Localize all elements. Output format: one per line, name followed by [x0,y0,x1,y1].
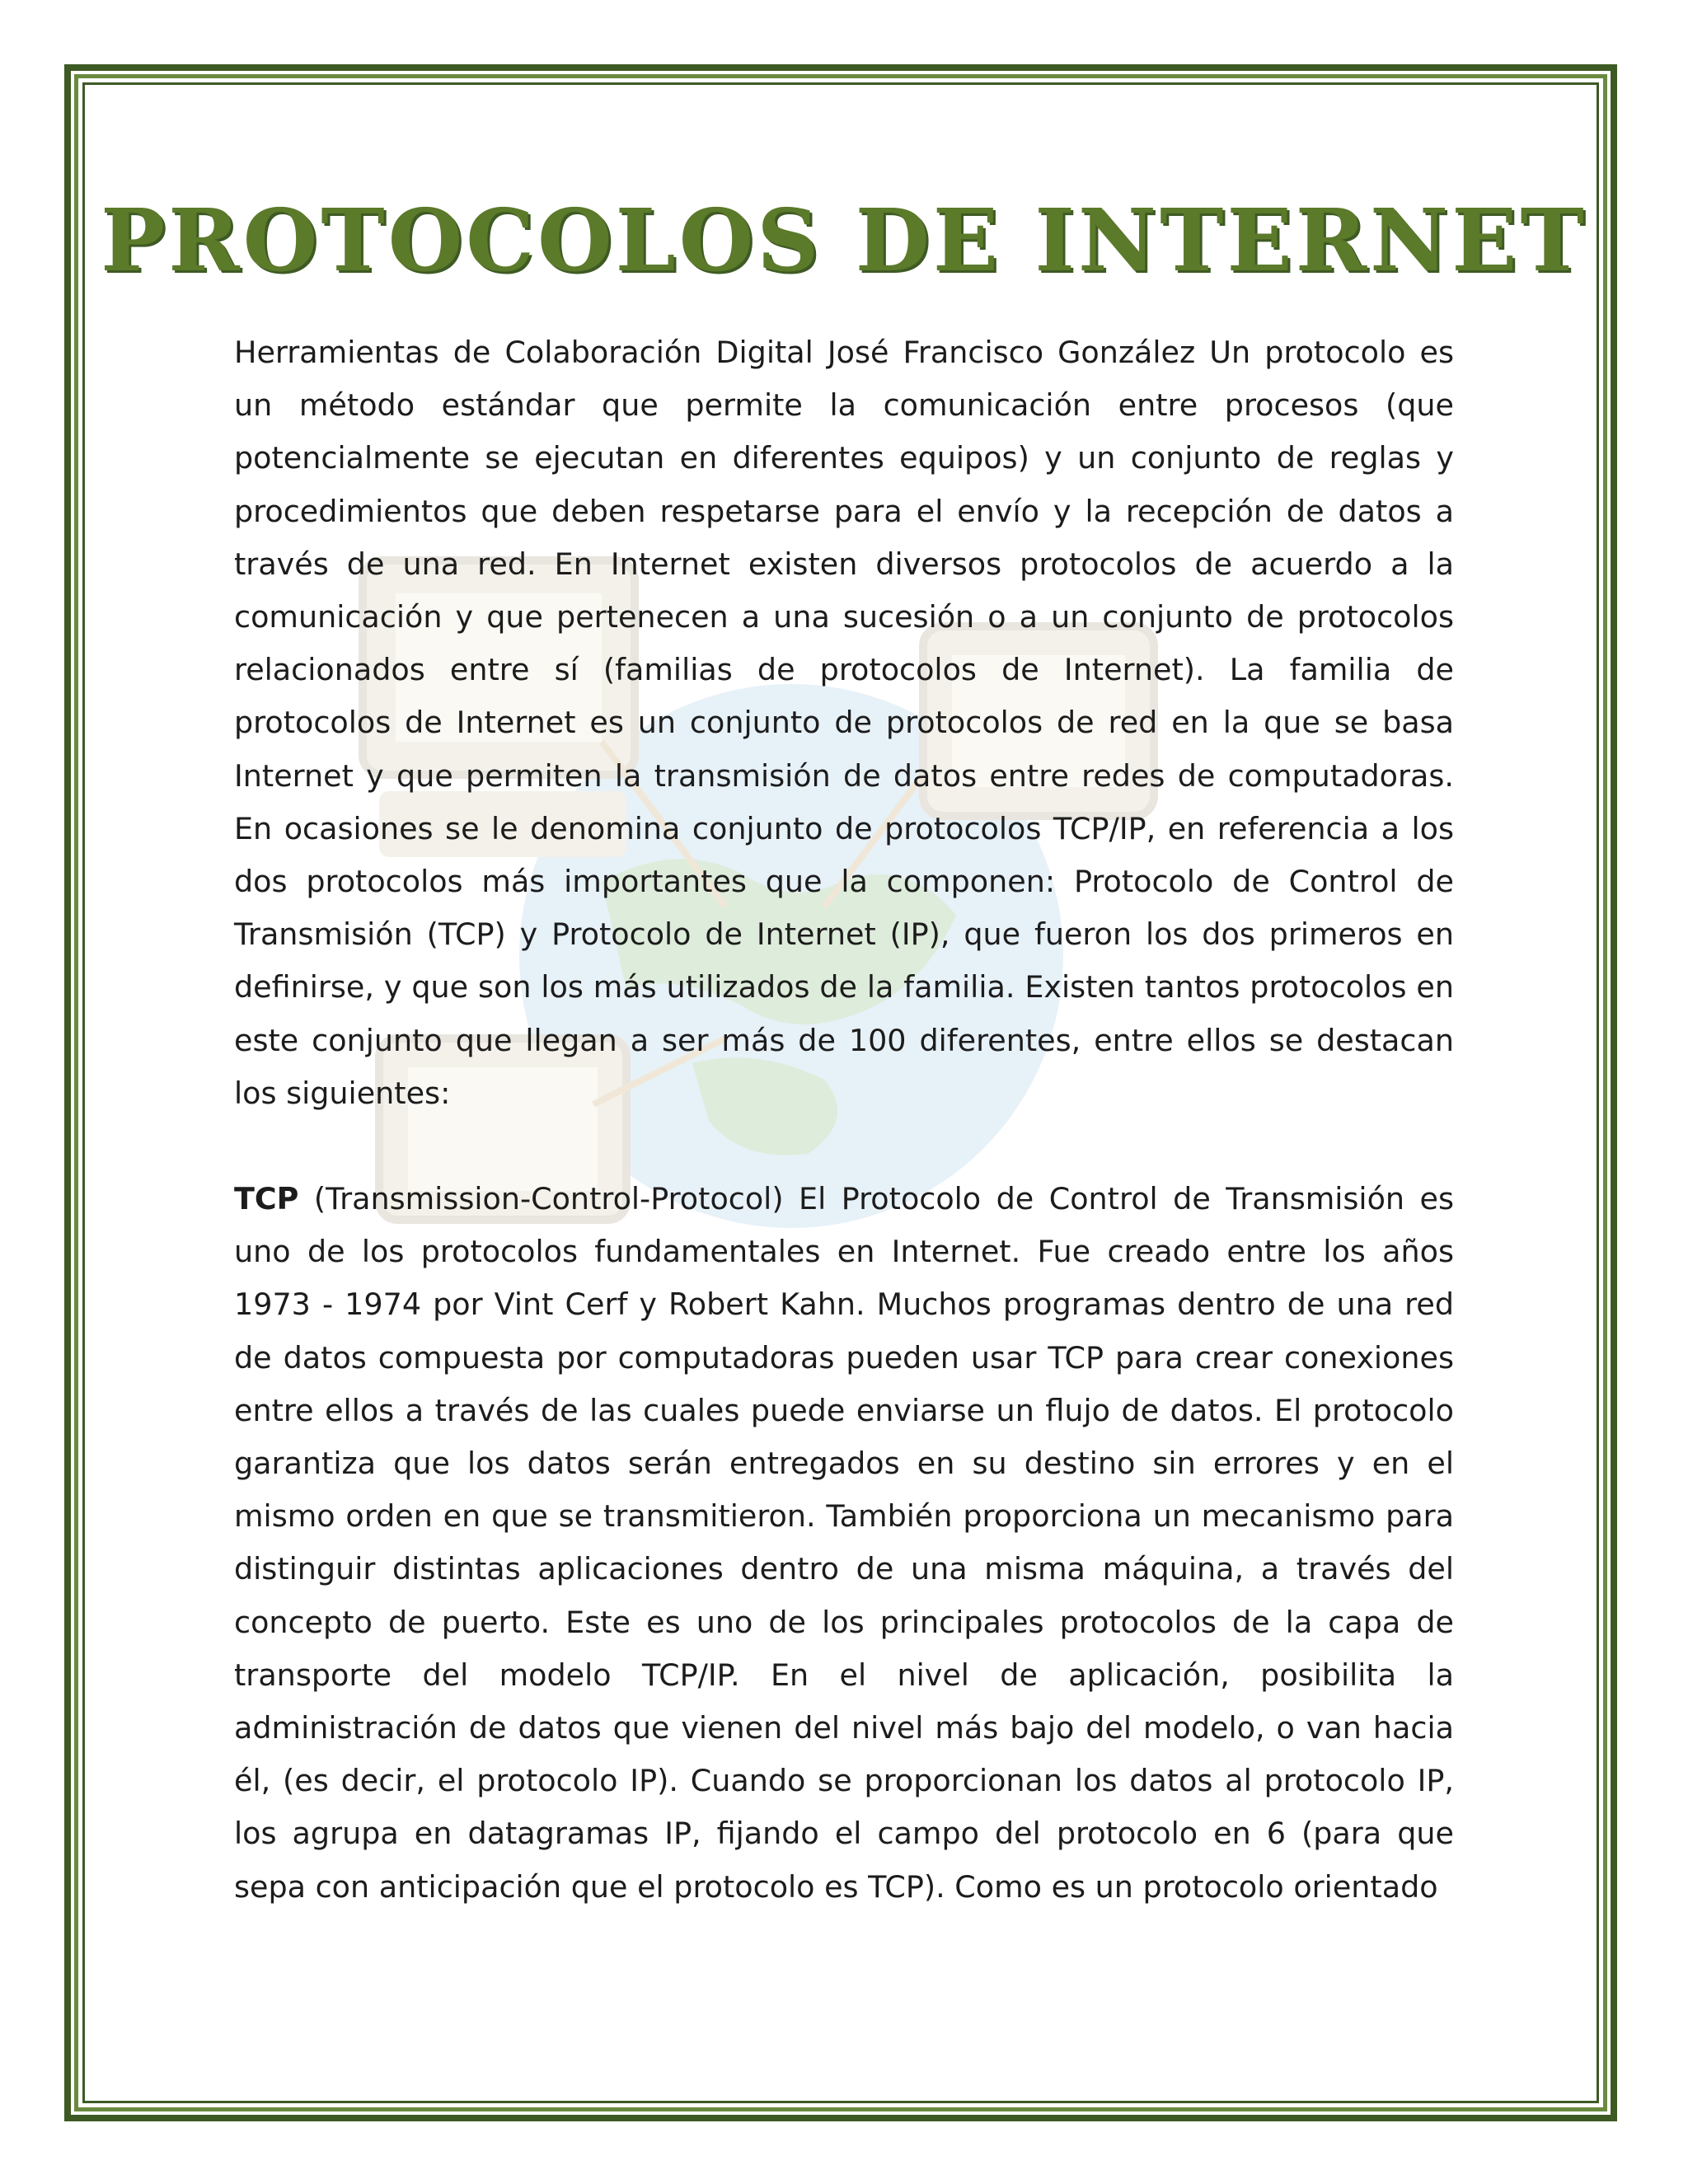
intro-paragraph: Herramientas de Colaboración Digital José Francisco González Un protocolo es un método estándar que permite la comunicación entre procesos (que potencialmente se ejecutan en diferentes equipos) y un conjunto de reglas y procedimientos que deben respetarse para el envío y la recepción de datos a través de una red. En Internet existen diversos protocolos de acuerdo a la comunicación y que pertenecen a una sucesión o a un conjunto de protocolos relacionados entre sí (familias de protocolos de Internet). La familia de protocolos de Internet es un conjunto de protocolos de red en la que se basa Internet y que permiten la transmisión de datos entre redes de computadoras. En ocasiones se le denomina conjunto de protocolos TCP/IP, en referencia a los dos protocolos más importantes que la componen: Protocolo de Control de Transmisión (TCP) y Protocolo de Internet (IP), que fueron los dos primeros en definirse, y que son los más utilizados de la familia. Existen tantos protocolos en este conjunto que llegan a ser más de 100 diferentes, entre ellos se destacan los siguientes: [234,335,1454,1111]
body-text [234,326,1454,1914]
tcp-description: (Transmission-Control-Protocol) El Protocolo de Control de Transmisión es uno de los protocolos fundamentales en Internet. Fue creado entre los años 1973 - 1974 por Vint Cerf y Robert Kahn. Muchos programas dentro de una red de datos compuesta por computadoras pueden usar TCP para crear conexiones entre ellos a través de las cuales puede enviarse un flujo de datos. El protocolo garantiza que los datos serán entregados en su destino sin errores y en el mismo orden en que se transmitieron. También proporciona un mecanismo para distinguir distintas aplicaciones dentro de una misma máquina, a través del concepto de puerto. Este es uno de los principales protocolos de la capa de transporte del modelo TCP/IP. En el nivel de aplicación, posibilita la administración de datos que vienen del nivel más bajo del modelo, o van hacia él, (es decir, el protocolo IP). Cuando se proporcionan los datos al protocolo IP, los agrupa en datagramas IP, fijando el campo del protocolo en 6 (para que sepa con anticipación que el protocolo es TCP). Como es un protocolo orientado [234,1181,1454,1905]
page-title: PROTOCOLOS DE INTERNET [101,190,1587,291]
tcp-term: TCP [234,1181,299,1217]
tcp-paragraph [234,1173,1454,1914]
